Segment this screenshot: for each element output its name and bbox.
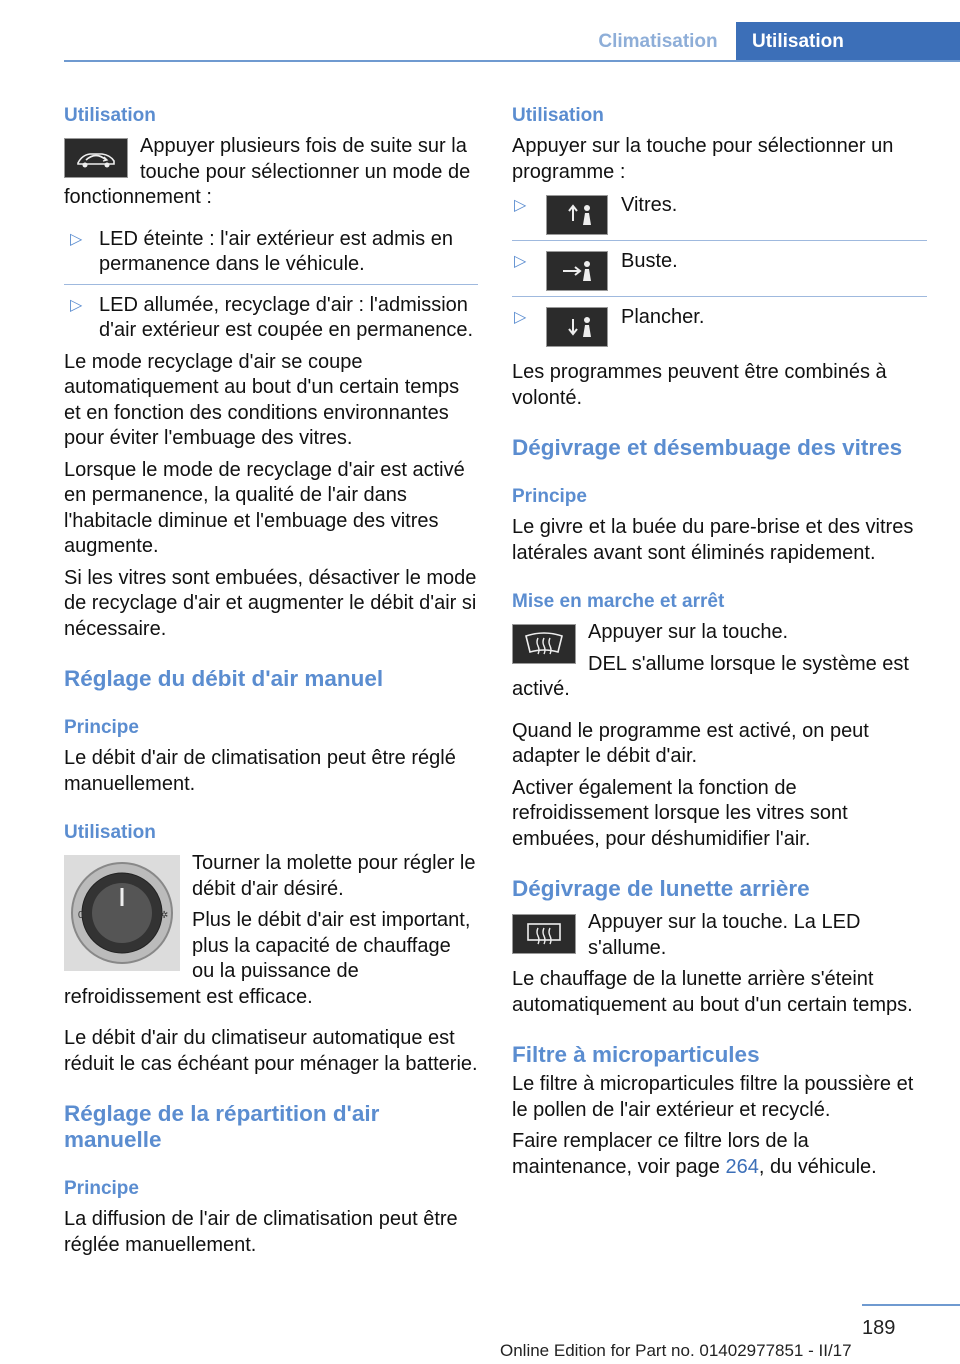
section-title: Réglage de la répartition d'air manuelle xyxy=(64,1101,380,1152)
right-column xyxy=(512,104,927,1180)
recirculation-block xyxy=(64,134,478,211)
list-item-text: Vitres. xyxy=(621,194,678,216)
paragraph: Activer également la fonction de refroidissement lorsque les vitres sont embuées, pour déshumidifier l'air. xyxy=(512,776,848,850)
paragraph: Si les vitres sont embuées, désactiver le mode de recyclage d'air et augmenter le débit d'air si nécessaire. xyxy=(64,566,477,640)
paragraph: Appuyer sur la touche. La LED s'allume. xyxy=(588,911,861,959)
use-heading-left: Utilisation xyxy=(64,105,156,126)
paragraph: La diffusion de l'air de climatisation peut être réglée manuellement. xyxy=(64,1208,458,1256)
airflow-knob-image xyxy=(64,855,180,971)
list-item xyxy=(512,249,927,297)
paragraph: Le débit d'air du climatiseur automatique est réduit le cas échéant pour ménager la batterie. xyxy=(64,1027,478,1075)
header-rule xyxy=(64,60,960,62)
paragraph: Le givre et la buée du pare-brise et des vitres latérales avant sont éliminés rapidement. xyxy=(512,516,914,564)
triangle-bullet-icon: ▷ xyxy=(514,253,527,270)
paragraph: Appuyer sur la touche pour sélectionner un programme : xyxy=(512,135,894,183)
section-title: Dégivrage de lunette arrière xyxy=(512,876,810,901)
list-item-text: Buste. xyxy=(621,250,678,272)
upper-body-program-icon xyxy=(546,251,608,291)
page-header xyxy=(0,22,960,62)
page-number: 189 xyxy=(862,1317,896,1339)
paragraph-text: Faire remplacer ce filtre lors de la maintenance, voir page xyxy=(512,1130,809,1178)
subsection-heading: Mise en marche et arrêt xyxy=(512,591,725,612)
use-text-left: Appuyer plusieurs fois de suite sur la touche pour sélectionner un mode de fonctionnement : xyxy=(64,135,471,208)
list-item-text: LED allumée, recyclage d'air : l'admission d'air extérieur est coupée en permanence. xyxy=(99,293,474,341)
use-heading-right: Utilisation xyxy=(512,105,604,126)
paragraph: Appuyer sur la touche. xyxy=(588,621,789,643)
section-title: Dégivrage et désembuage des vitres xyxy=(512,435,903,460)
windshield-defrost-icon xyxy=(512,624,576,664)
paragraph: Lorsque le mode de recyclage d'air est activé en permanence, la qualité de l'air dans l'habitacle diminue et l'embuage des vitres augmente. xyxy=(64,458,465,557)
paragraph: Quand le programme est activé, on peut adapter le débit d'air. xyxy=(512,719,869,767)
subsection-heading: Utilisation xyxy=(64,822,156,843)
paragraph: Le chauffage de la lunette arrière s'éteint automatiquement au bout d'un certain temps. xyxy=(512,968,913,1016)
paragraph: DEL s'allume lorsque le système est activé. xyxy=(512,652,909,700)
section-title: Réglage du débit d'air manuel xyxy=(64,666,384,691)
rear-defrost-block xyxy=(512,910,927,961)
subsection-heading: Principe xyxy=(64,1178,139,1199)
list-item xyxy=(64,293,478,344)
airflow-knob-block xyxy=(64,851,478,1010)
triangle-bullet-icon: ▷ xyxy=(70,230,83,248)
paragraph: Les programmes peuvent être combinés à volonté. xyxy=(512,361,887,409)
paragraph xyxy=(512,1129,927,1180)
recirculation-button-icon xyxy=(64,138,128,178)
footwell-program-icon xyxy=(546,307,608,347)
edition-footer: Online Edition for Part no. 01402977851 - II/17 xyxy=(500,1341,852,1360)
header-chapter-tab: Utilisation xyxy=(736,22,960,62)
windows-program-icon xyxy=(546,195,608,235)
list-item xyxy=(512,305,927,352)
paragraph: Le filtre à microparticules filtre la poussière et le pollen de l'air extérieur et recyclé. xyxy=(512,1073,914,1121)
paragraph: Plus le débit d'air est important, plus la capacité de chauffage ou la puissance de refroidissement est efficace. xyxy=(64,909,471,1008)
header-section-label: Climatisation xyxy=(598,31,718,52)
program-list xyxy=(512,193,927,352)
led-state-list xyxy=(64,227,478,344)
paragraph: Le mode recyclage d'air se coupe automatiquement au bout d'un certain temps et en fonction des conditions environnantes pour éviter l'embuage des vitres. xyxy=(64,350,460,449)
list-item xyxy=(64,227,478,285)
page-reference-link[interactable]: 264 xyxy=(725,1155,759,1178)
subsection-heading: Principe xyxy=(512,486,587,507)
section-title: Filtre à microparticules xyxy=(512,1042,760,1067)
rear-window-defrost-icon xyxy=(512,914,576,954)
paragraph: Tourner la molette pour régler le débit d'air désiré. xyxy=(192,852,476,900)
defrost-block xyxy=(512,620,927,703)
triangle-bullet-icon: ▷ xyxy=(70,296,83,314)
list-item-text: Plancher. xyxy=(621,306,705,328)
fan-icon: ✲ xyxy=(160,910,169,921)
footer-rule xyxy=(862,1304,960,1306)
paragraph-text: , du véhicule. xyxy=(758,1155,877,1178)
triangle-bullet-icon: ▷ xyxy=(514,309,527,326)
triangle-bullet-icon: ▷ xyxy=(514,197,527,214)
list-item xyxy=(512,193,927,241)
subsection-heading: Principe xyxy=(64,717,139,738)
knob-min-label: 0 xyxy=(78,910,84,921)
list-item-text: LED éteinte : l'air extérieur est admis en permanence dans le véhicule. xyxy=(99,227,453,275)
left-column xyxy=(64,104,478,1258)
paragraph: Le débit d'air de climatisation peut être réglé manuellement. xyxy=(64,747,456,795)
